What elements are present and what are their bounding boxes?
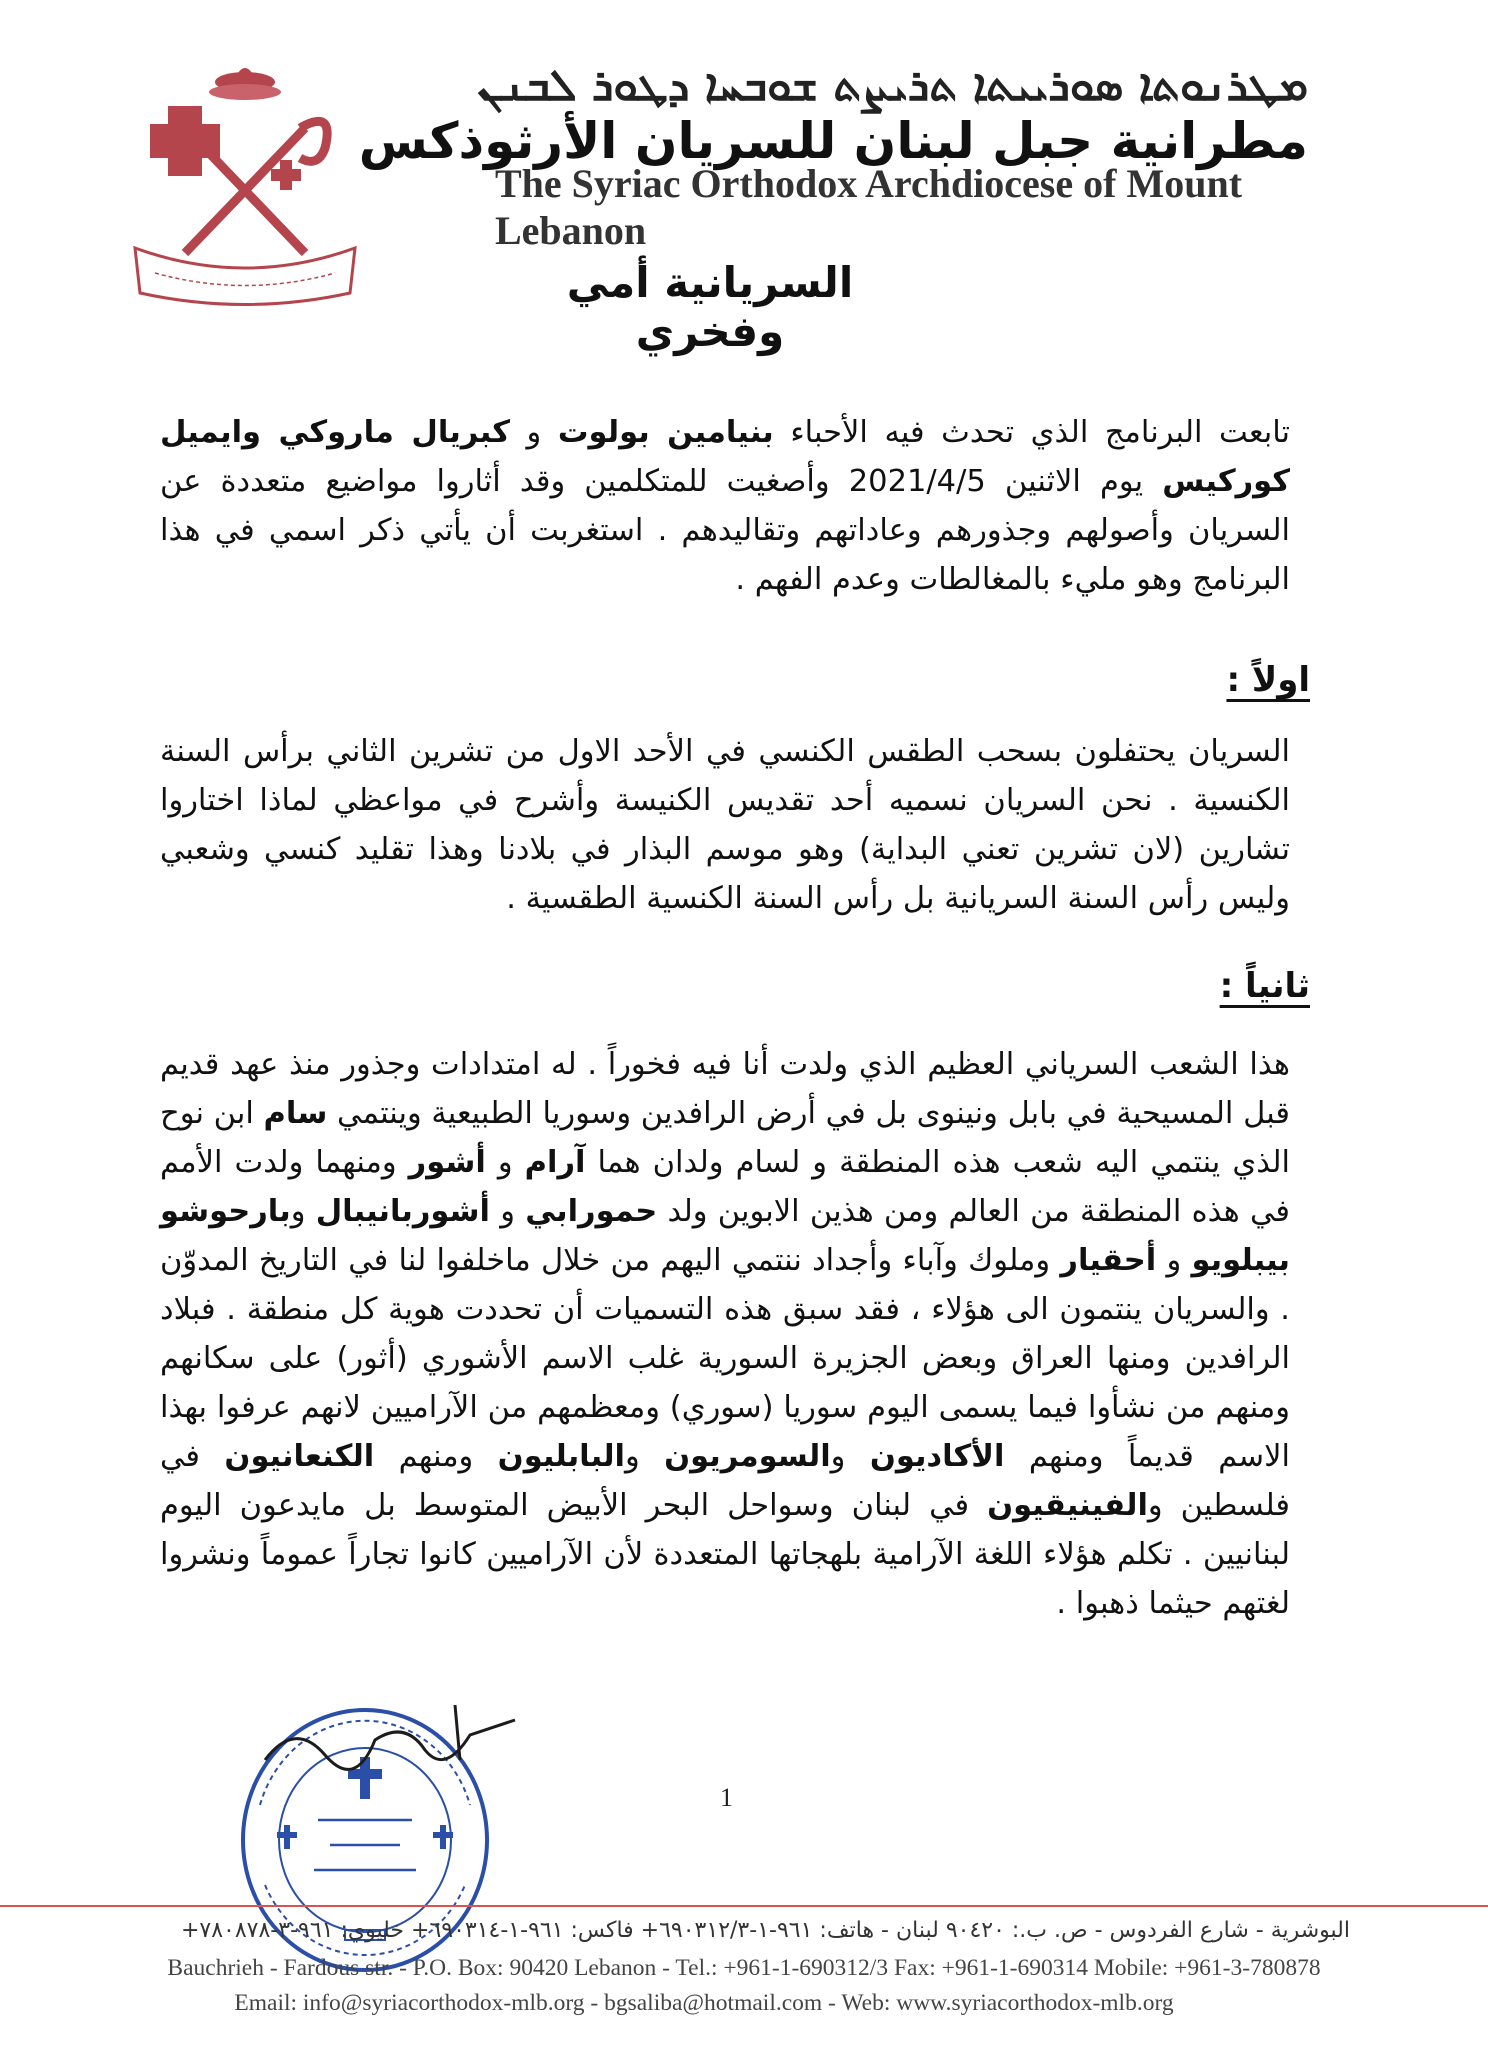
intro-paragraph: تابعت البرنامج الذي تحدث فيه الأحباء بنيامين بولوت و كبريال ماروكي وايميل كوركيس يوم الاثنين 2021/4/5 وأصغيت للمتكلمين وقد أثاروا مواضيع متعددة عن السريان وأصولهم وجذورهم وعاداتهم وتقاليدهم . استغربت أن يأتي ذكر اسمي في هذا البرنامج وهو مليء بالمغالطات وعدم الفهم . xyxy=(160,415,1290,597)
first-paragraph: السريان يحتفلون بسحب الطقس الكنسي في الأحد الاول من تشرين الثاني برأس السنة الكنسية . نحن السريان نسميه أحد تقديس الكنيسة وأشرح في مواعظي لماذا اختاروا تشارين (لان تشرين تعني البداية) وهو موسم البذار في بلادنا وهذا تقليد كنسي وشعبي وليس رأس السنة السريانية بل رأس السنة الكنسية الطقسية . xyxy=(160,734,1290,916)
name-benjamin: بنيامين بولوت xyxy=(557,415,774,450)
header-syriac-line: ܡܛܪܢܘܬܐ ܣܘܪܝܝܬܐ ܬܪܝܨܬ ܫܘܒܚܐ ܕܛܘܪ ܠܒܢܢ xyxy=(477,60,1308,111)
section-heading-second: ثانياً : xyxy=(1219,966,1310,1006)
header-arabic-line: مطرانية جبل لبنان للسريان الأرثوذكس xyxy=(358,112,1308,170)
archdiocese-emblem-logo xyxy=(130,48,360,308)
header-english-line: The Syriac Orthodox Archdiocese of Mount Lebanon xyxy=(495,161,1243,253)
second-paragraph: هذا الشعب السرياني العظيم الذي ولدت أنا فيه فخوراً . له امتدادات وجذور منذ عهد قديم قبل المسيحية في بابل ونينوى بل في أرض الرافدين وسوريا الطبيعية وينتمي سام ابن نوح الذي ينتمي اليه شعب هذه المنطقة و لسام ولدان هما آرام و أشور ومنهما ولدت الأمم في هذه المنطقة من العالم ومن هذين الابوين ولد حمورابي و أشوربانيبال وبارحوشو بيبلويو و أحقيار وملوك وآباء وأجداد ننتمي اليهم من خلال ماخلفوا لنا في التاريخ المدوّن . والسريان ينتمون الى هؤلاء ، فقد سبق هذه التسميات أن تحددت هوية كل منطقة . فبلاد الرافدين ومنها العراق وبعض الجزيرة السورية غلب الاسم الأشوري (أثور) على سكانهم ومنهم من نشأوا فيما يسمى اليوم سوريا (سوري) ومعظمهم من الآراميين لانهم عرفوا بهذا الاسم قديماً ومنهم الأكاديون والسومريون والبابليون ومنهم الكنعانيون في فلسطين والفينيقيون في لبنان وسواحل البحر الأبيض المتوسط بل مايدعون اليوم لبنانيين . تكلم هؤلاء اللغة الآرامية بلهجاتها المتعددة لأن الآراميين كانوا تجاراً عموماً ونشروا لغتهم حيثما ذهبوا . xyxy=(160,1047,1290,1621)
footer-divider xyxy=(0,1905,1488,1907)
name-gabriel-emil: كبريال ماروكي وايميل كوركيس xyxy=(160,415,1290,499)
section-heading-first: اولاً : xyxy=(1226,660,1310,700)
footer-english-address: Bauchrieh - Fardous str. - P.O. Box: 90420 Lebanon - Tel.: +961-1-690312/3 Fax: +961-1-690314 Mobile: +961-3-780878 xyxy=(167,1955,1321,1981)
page-number: 1 xyxy=(720,1783,733,1812)
footer-contact-line: Email: info@syriacorthodox-mlb.org - bgsaliba@hotmail.com - Web: www.syriacorthodox-mlb.org xyxy=(234,1990,1174,2016)
document-title: السريانية أمي وفخري xyxy=(566,258,854,356)
footer-arabic-address: البوشرية - شارع الفردوس - ص. ب.: ٩٠٤٢٠ لبنان - هاتف: ٩٦١-١-٦٩٠٣١٢/٣+ فاكس: ٩٦١-١-٦٩٠٣١٤+ خليوي: ٩٦١-٣-٧٨٠٨٧٨+ xyxy=(180,1918,1350,1943)
handwritten-signature xyxy=(255,1700,525,1820)
